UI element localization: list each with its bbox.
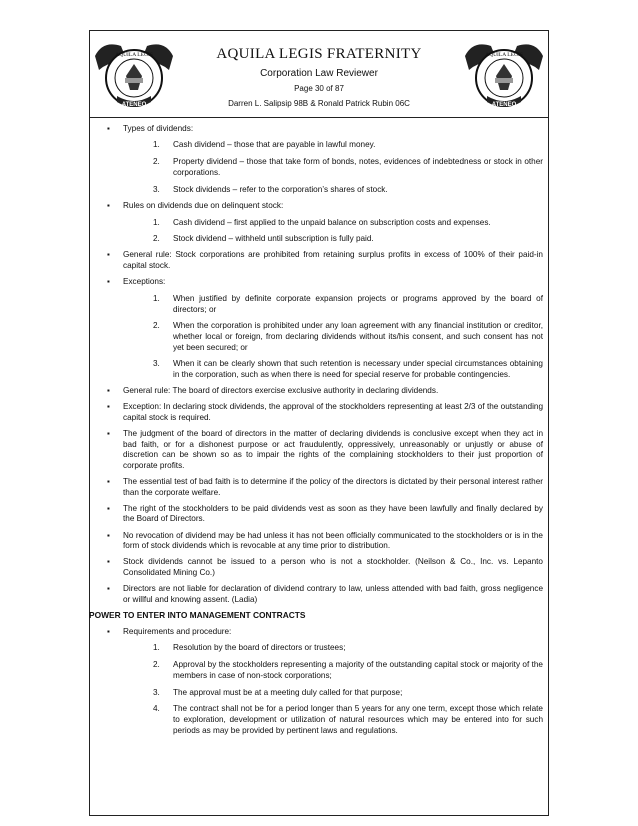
bullet-item: ▪ No revocation of dividend may be had unless it has not been officially communicated to the stockholders or is in the form of stock dividends which is revocable at any time prior to distribution. [95, 531, 543, 552]
numbered-item: 2. Stock dividend – withheld until subscription is fully paid. [153, 234, 374, 244]
bullet-item: ▪ The judgment of the board of directors in the matter of declaring dividends is conclusive except when they act in bad faith, or for a dishonest purpose or act fraudulently, oppressively, unreasonably or unjustly or abuse of discretion can be shown so as to impair the rights of the complaining stockholders to their just proportion of corporate profits. [95, 429, 543, 471]
bullet-item: ▪ Stock dividends cannot be issued to a person who is not a stockholder. (Neilson & Co., Inc. vs. Lepanto Consolidated Mining Co.) [95, 557, 543, 578]
section-heading: POWER TO ENTER INTO MANAGEMENT CONTRACTS [89, 610, 306, 621]
bullet-item: ▪ General rule: The board of directors exercise exclusive authority in declaring dividends. [95, 386, 543, 397]
fraternity-seal-logo [93, 36, 175, 114]
bullet-item: ▪ Exception: In declaring stock dividends, the approval of the stockholders representing at least 2/3 of the outstanding capital stock is required. [95, 402, 543, 423]
svg-text:ATENEO: ATENEO [491, 102, 517, 108]
document-subtitle: Corporation Law Reviewer [260, 68, 378, 79]
org-name: AQUILA LEGIS FRATERNITY [216, 46, 422, 62]
numbered-item: 3. When it can be clearly shown that such retention is necessary under special circumstances obtaining in the corporation, such as when there is need for special reserve for probable contingencies. [153, 359, 543, 379]
svg-text:AQUILA LEGIS: AQUILA LEGIS [485, 52, 523, 58]
numbered-item: 1. When justified by definite corporate expansion projects or programs approved by the board of directors; or [153, 294, 543, 314]
numbered-item: 3. Stock dividends – refer to the corporation’s shares of stock. [153, 184, 388, 194]
bullet-item: ▪ General rule: Stock corporations are prohibited from retaining surplus profits in excess of 100% of their paid-in capital stock. [95, 250, 543, 271]
numbered-item: 1. Cash dividend – first applied to the unpaid balance on subscription costs and expenses. [153, 217, 491, 227]
bullet-item: ▪ Directors are not liable for declaration of dividend contrary to law, unless attended with bad faith, gross negligence or willful and knowing assent. (Ladia) [95, 584, 543, 605]
svg-text:ATENEO: ATENEO [121, 102, 147, 108]
bullet-item: ▪ Rules on dividends due on delinquent stock: [95, 201, 543, 212]
bullet-item: ▪ The essential test of bad faith is to determine if the policy of the directors is dictated by their personal interest rather than the corporate welfare. [95, 477, 543, 498]
bullet-item: ▪ Types of dividends: [95, 124, 543, 135]
numbered-item: 2. When the corporation is prohibited under any loan agreement with any financial institution or creditor, whether local or foreign, from declaring dividends without its/his consent, and such consent has not yet been secured; or [153, 321, 543, 352]
numbered-item: 4. The contract shall not be for a period longer than 5 years for any one term, except those which relate to exploration, development or utilization of natural resources which may be entered into for such periods as may be provided by pertinent laws and regulations. [153, 704, 543, 735]
numbered-item: 1. Cash dividend – those that are payable in lawful money. [153, 140, 376, 150]
page-number: Page 30 of 87 [294, 84, 344, 93]
bullet-item: ▪ Exceptions: [95, 277, 543, 288]
fraternity-seal-logo [463, 36, 545, 114]
numbered-item: 2. Property dividend – those that take form of bonds, notes, evidences of indebtedness or stock in other corporations. [153, 157, 543, 177]
numbered-item: 1. Resolution by the board of directors or trustees; [153, 643, 346, 653]
svg-text:AQUILA LEGIS: AQUILA LEGIS [115, 52, 153, 58]
numbered-item: 3. The approval must be at a meeting duly called for that purpose; [153, 687, 403, 697]
authors: Darren L. Salipsip 98B & Ronald Patrick Rubin 06C [228, 99, 410, 108]
bullet-item: ▪ The right of the stockholders to be paid dividends vest as soon as they have been lawfully and finally declared by the Board of Directors. [95, 504, 543, 525]
page-header [89, 30, 549, 118]
numbered-item: 2. Approval by the stockholders representing a majority of the outstanding capital stock or majority of the members in case of non-stock corporations; [153, 660, 543, 680]
bullet-item: ▪ Requirements and procedure: [95, 627, 543, 638]
header-text [179, 30, 459, 108]
page-body [89, 118, 549, 736]
